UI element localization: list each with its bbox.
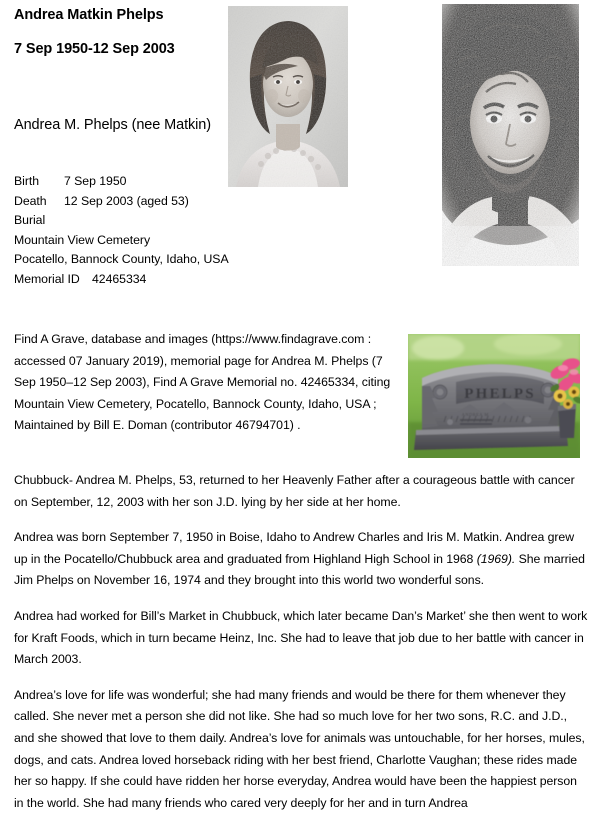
- birth-value: 7 Sep 1950: [64, 174, 127, 188]
- page-title: Andrea Matkin Phelps: [14, 7, 164, 23]
- full-name-nee: Andrea M. Phelps (nee Matkin): [14, 117, 211, 133]
- newspaper-portrait-photo: [442, 4, 579, 266]
- detail-row-burial: [14, 211, 229, 231]
- vital-details: [14, 172, 229, 290]
- gravestone-given-name-text: ANDREA M.: [461, 412, 491, 417]
- gravestone-surname-text: PHELPS: [464, 386, 536, 402]
- life-dates: 7 Sep 1950-12 Sep 2003: [14, 41, 175, 57]
- gravestone-photo: [408, 334, 580, 458]
- yearbook-portrait-photo: [228, 6, 348, 187]
- death-label: Death: [14, 193, 47, 208]
- cemetery-location: Pocatello, Bannock County, Idaho, USA: [14, 252, 229, 267]
- obituary-paragraph: [14, 527, 589, 592]
- detail-row-memorial-id: [14, 270, 229, 290]
- newspaper-portrait-image: [442, 4, 579, 266]
- source-citation: Find A Grave, database and images (https://www.findagrave.com : accessed 07 January 2019), memorial page for Andrea M. Phelps (7 Sep 1950–12 Sep 2003), Find A Grave Memorial no. 42465334, citing Mountain View Cemetery, Pocatello, Bannock County, Idaho, USA ; Maintained by Bill E. Doman (contributor 46794701) .: [14, 332, 391, 432]
- obituary-text: She married Jim Phelps on November 16, 1974 and they brought into this world two wonderful sons.: [14, 551, 585, 588]
- memorial-id-value: 42465334: [92, 271, 147, 286]
- detail-row-death: [14, 192, 229, 212]
- obituary-text: Andrea was born September 7, 1950 in Boise, Idaho to Andrew Charles and Iris M. Matkin. Andrea grew up in the Pocatello/Chubbuck area and graduated from Highland High School in 1968: [14, 530, 575, 566]
- gravestone-image: [408, 334, 580, 458]
- graduation-year-correction: (1969).: [476, 551, 516, 566]
- memorial-id-label: Memorial ID: [14, 271, 80, 286]
- yearbook-portrait-image: [228, 6, 348, 187]
- obituary-paragraph: Andrea’s love for life was wonderful; she had many friends and would be there for them whenever they called. She never met a person she did not like. She had so much love for her two sons, R.C. and J.D., and she showed that love to them daily. Andrea’s love for animals was untouchable, for her horses, mules, dogs, and cats. Andrea loved horseback riding with her best friend, Charlotte Vaughan; these rides made her so happy. If she could have ridden her horse everyday, Andrea would have been the happiest person in the world. She had many friends who cared very deeply for her and in turn Andrea: [14, 687, 585, 810]
- cemetery-name: Mountain View Cemetery: [14, 232, 151, 247]
- obituary-paragraph: Andrea had worked for Bill’s Market in Chubbuck, which later became Dan’s Market’ she then went to work for Kraft Foods, which in turn became Heinz, Inc. She had to leave that job due to her battle with cancer in March 2003.: [14, 608, 588, 667]
- obituary-paragraph: Chubbuck- Andrea M. Phelps, 53, returned to her Heavenly Father after a courageous battle with cancer on September, 12, 2003 with her son J.D. lying by her side at her home.: [14, 473, 575, 509]
- birth-label: Birth: [14, 174, 40, 188]
- burial-label: Burial: [14, 213, 46, 228]
- detail-row-birth: [14, 172, 229, 192]
- death-value: 12 Sep 2003 (aged 53): [64, 193, 189, 208]
- obituary-body: [14, 470, 589, 814]
